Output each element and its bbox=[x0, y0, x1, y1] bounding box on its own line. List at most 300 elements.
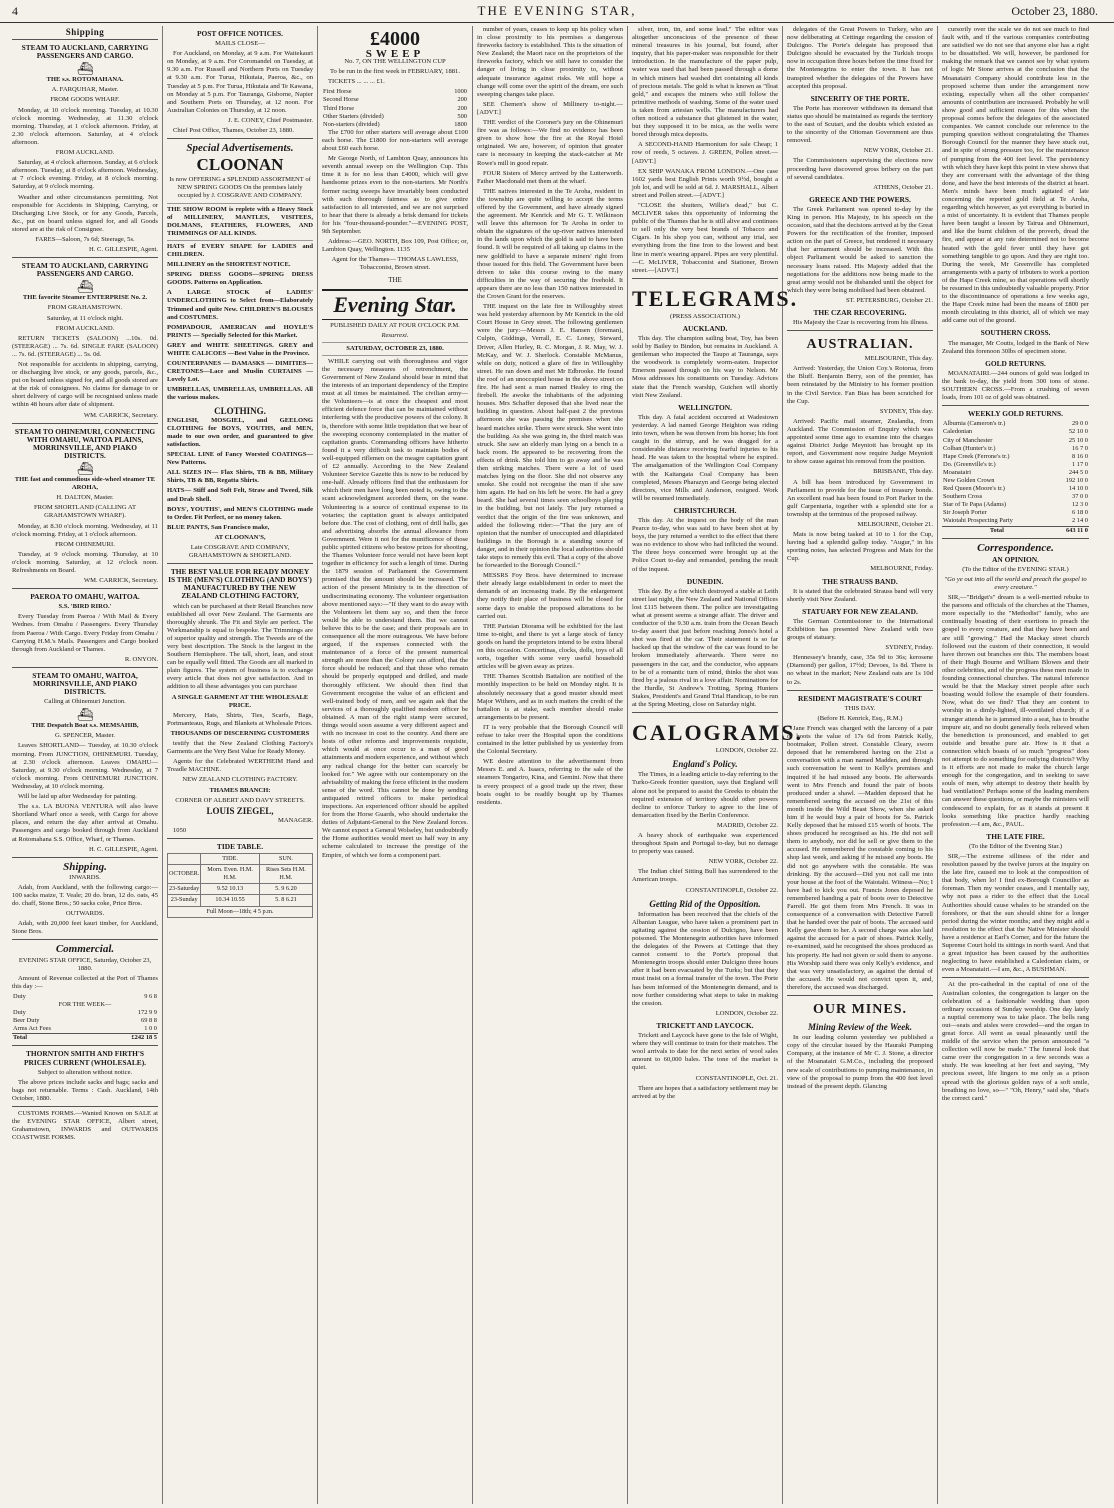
ad-text: CORNER OF ALBERT AND DAVY STREETS. bbox=[175, 796, 305, 804]
revenue-label: Duty bbox=[13, 992, 26, 1000]
cloonan-title: CLOONAN bbox=[196, 155, 284, 175]
article-text: silver, iron, tin, and some lead." The editor was altogether unconscious of the presence of these mineral treasures in his journal, but found, after inquiry, that his paper-maker was responsible for their introduction. In the manufacture of the paper pulp, water was used that had been passed through a dome in which miners had washed dirt containing all kinds of precious metals. The gold is what is known as "float gold," and escapes the miners who still follow the primitive methods of washing. Some of the water used is taken from artesian wells. The manufacturers had often noticed a substance that glistened in the water, but they supposed it to be mica, as the wells were bored through mica deposits. bbox=[632, 26, 778, 139]
city-heading: CHRISTCHURCH. bbox=[673, 505, 737, 515]
ad-agent: H. C. GILLESPIE, Agent. bbox=[88, 845, 158, 853]
masthead bbox=[0, 0, 1114, 23]
section-heading: Correspondence. bbox=[977, 541, 1054, 554]
sweep-subtitle: No. 7, ON THE WELLINGTON CUP bbox=[344, 58, 446, 66]
dateline: ATHENS, October 21. bbox=[873, 183, 933, 191]
dateline: SYDNEY, This day. bbox=[879, 407, 933, 415]
article-text: SEE Chemen's show of Millinery to-night.—[ADVT.] bbox=[477, 100, 623, 116]
article-text: number of years, ceases to keep up his policy when in close proximity to his premises a dangerous fireworks factory is established. This is the situation of New Zealand; the Maori race on the proprietors of the fireworks factory, which we still have to consider the danger of living in close proximity to, without adequate insurance against risks. We still hope a change will come over the spirit of the dream, ere such sweeping changes take place. bbox=[477, 26, 623, 98]
cable-text: The Porte has moreover withdrawn its demand that status quo should be maintained as regards the territory to the east of Scutari, and the doubts which existed as to the sincerity of the Ottoman Government are thus removed. bbox=[787, 104, 933, 145]
divider bbox=[12, 588, 158, 589]
table-row bbox=[942, 517, 1089, 526]
prize-label: Third Horse bbox=[323, 104, 355, 112]
sweep-text: The £700 for other starters will average about £100 each horse. The £1800 for non-starters will average about £60 each horse. bbox=[322, 128, 468, 153]
table-row bbox=[942, 501, 1089, 509]
divider bbox=[12, 257, 158, 258]
tide-title: TIDE TABLE. bbox=[216, 841, 264, 851]
divider bbox=[12, 857, 158, 858]
ad-ship: S.S. 'BIRD RIRO.' bbox=[58, 603, 112, 611]
subheading: EVENING STAR OFFICE, Saturday, October 23, 1880. bbox=[18, 956, 152, 972]
table-cell: Morn. Even. H.M. H.M. bbox=[201, 865, 260, 884]
post-office-date: Chief Post Office, Thames, October 23, 1880. bbox=[173, 127, 294, 135]
table-row bbox=[12, 993, 158, 1001]
revenue-value: 172 9 9 bbox=[137, 1009, 157, 1017]
section-heading: Shipping. bbox=[63, 860, 107, 873]
column-6 bbox=[783, 26, 938, 1504]
ad-title: STEAM TO AUCKLAND, CARRYING PASSENGERS AND CARGO. bbox=[21, 261, 149, 279]
ad-title: POST OFFICE NOTICES. bbox=[197, 29, 283, 38]
letter-heading: THE LATE FIRE. bbox=[986, 831, 1045, 841]
divider bbox=[787, 330, 933, 331]
ad-title: PAEROA TO OMAHU, WAITOA. bbox=[30, 592, 140, 602]
table-cell: 10.34 10.55 bbox=[201, 895, 260, 906]
cable-text: Hennessey's brandy, case, 35s 9d to 36s; kerosene (Diamond) per gallon, 17½d; Devoes, 1s 8d. There is no wheat in the market; New Zealand oats are 1s 10d to 2s. bbox=[787, 654, 933, 686]
mine-name: Alburnia (Cameron's tr.) bbox=[943, 420, 1006, 428]
table-row bbox=[942, 469, 1089, 477]
table-cell: 23-Saturday bbox=[168, 884, 201, 895]
column-1 bbox=[8, 26, 163, 1504]
letter-text: SIR,—The extreme silliness of the rider and resolution passed by the twelve jurors at the inquiry on the late fire, caused me to look at the composition of that body, when lo! I find ex-Borough Councillor as foreman. Then my wonder ceases, and I mentally say, why not pass a rider to the effect that the Local Authorities should cause whales to be stranded on the foreshore, or that the sun should shine for a longer period during the winter months; and they might add a resolution to the effect that the Native Minister should have a residence at Earl's Corner, and for the future the Supreme Court hold its sittings in north ward. And that a great injustice has been caused by the authorities neglecting to have established a Caledonian claim, or even a Moanatairi.—I am, &c., A BUSHMAN. bbox=[942, 853, 1089, 974]
prize-label: First Horse bbox=[323, 88, 352, 96]
telegram-text: This day. At the inquest on the body of the man Pearce to-day, who was said to have been shot at by boys, the jury returned a verdict to the effect that there was no evidence to show who had inflicted the wound. The three boys concerned were brought up at the Police Court to-day and remanded, pending the result of the inquest. bbox=[632, 516, 778, 573]
table-row bbox=[942, 437, 1089, 445]
list-item: UMBRELLAS, UMBRELLAS, UMBRELLAS. All the various makes. bbox=[167, 386, 313, 402]
letter-heading: AN OPINION. bbox=[992, 554, 1039, 564]
mine-name: Red Queen (Moore's tr.) bbox=[943, 485, 1005, 493]
issue-date: SATURDAY, OCTOBER 23, 1880. bbox=[346, 344, 444, 352]
cable-text: The German Commissioner to the International Exhibition has presented New Zealand with two groups of statuary. bbox=[787, 617, 933, 642]
story-heading: GREECE AND THE POWERS. bbox=[809, 194, 911, 204]
mining-text: In our leading column yesterday we published a copy of the circular issued by the Hauraki Pumping Company, at the instance of Mr C. J. Stone, a director of the Moanatairi G.M.Co., including the proposed new scale of contributions to pumping maintenance, in view of the proposal to pump from the 400 feet level instead of the present depth. Glancing bbox=[787, 1034, 933, 1090]
revenue-subhead: FOR THE WEEK— bbox=[58, 1001, 112, 1008]
cable-text: delegates of the Great Powers to Turkey, who are now deliberating at Cettinge regarding the cession of Dulcigno. The Porte's delegate has proposed that Dulcigno should be evacuated by the Turkish troops now in occupation three hours before the time fixed for the Montenegrins to enter the town. It has not transpired whether the delegates of the Powers have accepted this proposal. bbox=[787, 26, 933, 90]
table-cell: 5. 9 6.20 bbox=[259, 884, 312, 895]
divider bbox=[12, 1106, 158, 1107]
column-3 bbox=[318, 26, 473, 1504]
table-row bbox=[942, 445, 1089, 453]
city-heading: WELLINGTON. bbox=[678, 402, 732, 412]
dateline: CONSTANTINOPLE, Oct. 21. bbox=[695, 1074, 778, 1082]
article-text: IT is very probable that the Borough Council will refuse to take over the Hospital upon the conditions contained in the letter published by us yesterday from the Colonial Secretary. bbox=[477, 723, 623, 756]
story-heading: Mining Review of the Week. bbox=[808, 1022, 912, 1033]
divider bbox=[942, 405, 1089, 406]
ad-schedule: Leaves SHORTLAND— Tuesday, at 10.30 o'clock morning. From JUNCTION, OHINEMURI. Tuesday, at 2.30 o'clock afternoon. Leaves OMAHU— Saturday, at 9.30 o'clock morning. Wednesday, at 7 o'clock morning. From OHINEMURI JUNCTION. Wednesday, at 10 o'clock morning. bbox=[12, 742, 158, 790]
divider bbox=[167, 203, 313, 204]
prize-table bbox=[322, 88, 468, 128]
divider bbox=[787, 690, 933, 691]
mine-value: 25 10 0 bbox=[1068, 436, 1088, 444]
column-4 bbox=[473, 26, 628, 1504]
table-cell: Full Moon—18th; 4 5 p.m. bbox=[168, 906, 313, 917]
revenue-value: 9 6 8 bbox=[144, 992, 157, 1000]
mining-text: MOANATAIRI.—244 ounces of gold was lodged in the bank to-day, the yield from 300 tons of stone. SOUTHERN CROSS.—From a crushing of seven loads, from 101 oz of gold was obtained. bbox=[942, 369, 1089, 402]
sweep-text: Mr George North, of Lambton Quay, announces his seventh annual sweep on the Wellington Cup. This time it is for no less than £4000, which will give handsome prizes even to the non-starters. Mr North's former racing sweeps have invariably been conducted with such thorough fairness as to give entire satisfaction to all interested, and we are not surprised to hear that there is already a brisk demand for tickets for his "four-thousand-pounder."—EVENING POST, 9th September. bbox=[322, 155, 468, 235]
list-item: BOYS', YOUTHS', and MEN'S CLOTHING made to Order. Fit Perfect, or no money taken. bbox=[167, 505, 313, 521]
table-row bbox=[12, 1034, 158, 1043]
cable-text: The Indian chief Sitting Bull has surrendered to the American troops. bbox=[632, 868, 778, 884]
telegrams-heading: TELEGRAMS. bbox=[632, 285, 799, 311]
sweep-address: Address:—GEO. NORTH, Box 109, Post Office; or, Lambton Quay, Wellington. 1135 bbox=[322, 238, 468, 254]
ad-note: Will be laid up after Wednesday for painting. bbox=[18, 793, 137, 801]
cable-text: His Majesty the Czar is recovering from his illness. bbox=[793, 319, 929, 327]
subheading: THIS DAY. bbox=[844, 704, 876, 712]
divider bbox=[942, 538, 1089, 539]
ad-ship: THE s.s. ROTOMAHANA. bbox=[46, 76, 124, 84]
prize-value: 500 bbox=[457, 112, 467, 120]
cable-text: Information has been received that the chiefs of the Albanian League, who have taken a prominent part in agitating against the cession of Dulcigno, have been poisoned. The Montenegrin authorities have informed the delegates of the Powers at Cettinge that they cannot consent to the Porte's proposal that Montenegrin troops should enter Dulcigno three hours after it had been evacuated by the Turks; but that they must insist on a formal transfer of the town. The Porte has been informed of the Montenegrin demand, and is now further considering what steps to take in making the cession. bbox=[632, 910, 778, 1007]
divider bbox=[942, 977, 1089, 978]
prize-label: Other Starters (divided) bbox=[323, 112, 384, 120]
press-note: (PRESS ASSOCIATION.) bbox=[670, 312, 740, 320]
divider bbox=[12, 939, 158, 940]
article-text: A SECOND-HAND Harmonium for sale Cheap; 1 row of reeds, 5 octaves. J. GREEN, Pollen street.—[ADVT.] bbox=[632, 141, 778, 165]
sweep-amount: £4000 bbox=[370, 28, 420, 50]
newspaper-title: THE EVENING STAR, bbox=[477, 3, 637, 18]
mine-value: 12 3 0 bbox=[1072, 501, 1088, 509]
ad-text: THOUSANDS OF DISCERNING CUSTOMERS bbox=[170, 729, 310, 737]
total-value: 643 11 0 bbox=[1065, 526, 1088, 534]
mine-name: City of Manchester bbox=[943, 436, 993, 444]
article-text: THE natives interested in the Te Aroha, resident in the township are quite willing to accept the terms offered by the Government, and have already signed the agreement. Mr Kenrick and Mr G. T. Wilkinson will leave this afternoon for Te Aroha in order to obtain the signatures of the up-river natives interested in the lands upon which the gold is said to have been found. It will be required of all taking up claims in the new goldfield to have a separate miners' right from those issued for this field. The Government have been driven to take this course owing to the many difficulties in the way of securing the freehold. It appears there are no less than 150 natives interested in the Crown Grant for the reserves. bbox=[477, 187, 623, 300]
table-row bbox=[12, 1009, 158, 1017]
list-item: SPECIAL LINE of Fancy Worsted COATINGS—New Patterns. bbox=[167, 451, 313, 467]
article-text: THE Thames Scottish Battalion are notified of the monthly inspection to be held on Monday night. It is absolutely necessary that a good muster should meet Major Withers, and as in such matters the credit of the battalion is at stake, each member should make arrangements to be present. bbox=[477, 673, 623, 721]
ad-title: STEAM TO OHINEMURI, CONNECTING WITH OMAHU, WAITOA PLAINS, MORRINSVILLE, AND PIAKO DISTRICTS. bbox=[14, 426, 156, 460]
subheading: (Before H. Kenrick, Esq., R.M.) bbox=[817, 714, 903, 722]
dateline: MADRID, October 22. bbox=[716, 821, 778, 829]
mine-value: 6 18 0 bbox=[1072, 509, 1088, 517]
ad-from: FROM GRAHAMSTOWN. bbox=[47, 304, 123, 312]
city-heading: AUCKLAND. bbox=[682, 323, 728, 333]
ad-from: FROM AUCKLAND. bbox=[55, 149, 115, 157]
ad-text: AT CLOONAN'S, bbox=[214, 533, 266, 541]
list-item: SPRING DRESS GOODS—SPRING DRESS GOODS. Patterns on Application. bbox=[167, 271, 313, 287]
table-cell: TIDE. bbox=[201, 854, 260, 865]
divider bbox=[167, 138, 313, 139]
prize-value: 200 bbox=[457, 96, 467, 104]
story-heading: SOUTHERN CROSS. bbox=[980, 328, 1051, 338]
cable-text: Arrived: Pacific mail steamer, Zealandia, from Auckland. The Commission of Enquiry which was appointed some time ago to examine into the charges against District Judge Meyniott has brought up its report, and Government now require Judge Meyniott to show cause against his removal from the position. bbox=[787, 417, 933, 466]
revenue-label: Beer Duty bbox=[13, 1017, 40, 1025]
columns bbox=[8, 26, 1106, 1504]
divider bbox=[12, 39, 158, 40]
cable-text: Mats is now being tasked at 10 to 1 for the Cup, having had a splendid gallop today. "Augur," in his sporting notes, has selected Progress and Mats for the Cup. bbox=[787, 531, 933, 563]
divider bbox=[12, 667, 158, 668]
dateline: LONDON, October 22. bbox=[715, 747, 778, 755]
list-item: HATS— Stiff and Soft Felt, Straw and Tweed, Silk and Drab Shell. bbox=[167, 487, 313, 503]
table-row bbox=[942, 453, 1089, 461]
ad-text: Late COSGRAVE AND COMPANY, GRAHAMSTOWN & SHORTLAND. bbox=[188, 543, 292, 560]
ad-ship: THE favorite Steamer ENTERPRISE No. 2. bbox=[22, 294, 148, 302]
editorial-text: WHILE carrying out with thoroughness and vigor the necessary measures of retrenchment, the Government of New Zealand should bear in mind that the interests of an important dependency of the Empire must at all times be maintained. The civilian army—the Volunteers—is at once the cheapest and most efficient defence force that can be maintained without interfering with the productive powers of the colony. It is, therefore with some little trepidation that we hear of the sweeping economy contemplated in the matter of capitation grants. Commanding officers have hitherto found it a very difficult task to maintain bodies of well-equipped riflemen on the meagre capitation grant of £2 annually. According to the New Zealand Volunteer Service Gazette this is now to be reduced by one-half. Already officers find that the enthusiasm for which their men have long been noted is, owing to the scant acknowledgment accorded them, on the wane. Volunteering is a source of continual expense to its votaries; the capitation grant is always anticipated before due. The cost of clothing, rent of drill halls, gas and advertising absorbs the annual allowance from Government. Were it not for the munificence of those public spirited citizens who bestow prizes for shooting, the Thames Volunteer force would not have been kept together in efficiency for such a length of time. During the 1879 session of Parliament the Government promised that the amount should be increased. The action of the present Ministry is in the direction of undiscriminating economy. The volunteer organisation above mentioned says:—"If they want to do away with the Volunteers let them say so, and then the force would be able to understand them. But we cannot believe this to be the case; and their proposals are in consequence all the more outrageous. We have before argued, if the expenses connected with the maintenance of a force of the present numerical strength are more than the Colony can afford, that the force should be reduced; and that those who remain should be properly equipped and drilled, and made thoroughly efficient. We should then find that Government recognise the value of an efficient and well-trained body of men, and we again ask that the services of a thoroughly qualified modern officer be obtained. A man of the right stamp were secured, things would soon assume a very different aspect and with no increase in cost to the country. And there are hosts of other reforms and improvements requisite, which would at once occur to a man of good attainments and modern experience, and without which any radical change for the better can scarcely be looked for." We agree with our contemporary on the advisability of making the force efficient in the modern sense of the word. This cannot be done by sending antiquated retired officers to make periodical inspections. An experienced officer should be applied for from the Horse Guards, who should undertake the duties of Adjutant-General to the New Zealand forces. We cannot expect a General Wolseley, but undoubtedly the Home authorities would meet us half way in any scheme calculated to increase the prestige of the Empire, of which we form a component part. bbox=[322, 357, 468, 859]
ad-text: LOUIS ZIEGEL, bbox=[206, 805, 274, 816]
sweep-tickets: TICKETS ... ... ... £1. bbox=[328, 78, 385, 86]
story-heading: Getting Rid of the Opposition. bbox=[649, 898, 761, 909]
ad-title: STEAM TO OMAHU, WAITOA, MORRINSVILLE, AND PIAKO DISTRICTS. bbox=[32, 670, 138, 697]
story-heading: RESIDENT MAGISTRATE'S COURT bbox=[798, 693, 922, 703]
ad-subtitle: Subject to alteration without notice. bbox=[37, 1068, 133, 1076]
list-item: A LARGE STOCK of LADIES' UNDERCLOTHING to Select from—Elaborately Trimmed and quite New. CHILDREN'S BLOUSES and COSTUMES. bbox=[167, 289, 313, 321]
table-row bbox=[168, 906, 313, 917]
dateline: ST. PETERSBURG, October 21. bbox=[845, 296, 933, 304]
cable-text: There are hopes that a satisfactory settlement may be arrived at by the bbox=[632, 1084, 778, 1100]
post-office-text: For Auckland, on Monday, at 9 a.m. For Waitekauri on Monday, at 9 a.m. For Coromandel on Tuesday, at 9.30 a.m. For Russell and Northern Ports on Tuesday at 9.30 a.m. For Turua, Hikutaia, Paeroa, &c., on Tuesday at 5 p.m. For Turua, Hikutaia and Te Kawana, on Monday at 5 p.m. For Tauranga, Gisborne, Napier and Southern Ports on Thursday, at 12 noon. For Australian Colonies on Thursday, at 12 noon. bbox=[167, 50, 313, 114]
article-text: FOUR Sisters of Mercy arrived by the Lutterworth. Father Macdonald met them at the wharf. bbox=[477, 169, 623, 185]
mine-name: Do. (Greenville's tr.) bbox=[943, 460, 996, 468]
mining-text: The manager, Mr Coutts, lodged in the Bank of New Zealand this forenoon 30lbs of specimen stone. bbox=[942, 339, 1089, 355]
commercial-text: Amount of Revenue collected at the Port of Thames this day :— bbox=[12, 974, 158, 990]
published-note: PUBLISHED DAILY AT FOUR O'CLOCK P.M. bbox=[330, 321, 460, 329]
cable-text: A heavy shock of earthquake was experienced throughout Spain and Portugal to-day, but no damage to property was caused. bbox=[632, 831, 778, 856]
ad-text: Is now OFFERING a SPLENDID ASSORTMENT of NEW SPRING GOODS On the premises lately occupied by J. COSGRAVE AND COMPANY. bbox=[169, 176, 311, 200]
telegram-text: This day. By a fire which destroyed a stable at Leith street last night, the New Zealand and National Offices lost £115 between them. The police are investigating what at present seems a strange affair. The driver and conductor of the 9.30 a.m. train from the Ocean Beach to-day assert that just before reaching Jones's hotel a shot was fired at the car. Their statement is so far backed up that the window of the car was found to be broken immediately afterwards. There were no passengers in the car, and the conductor, who appears to be of a romantic turn of mind, thinks the shot was fired by a jealous rival in a love affair. Nominations for the Hurdle, St Andrew's Trotting, Spring Hunters Stakes, President's and Grand Trial Handicap, to be run at the Spring Meeting, close on Saturday night. bbox=[632, 587, 778, 709]
ad-schedule: Tuesday, at 9 o'clock morning. Thursday, at 10 o'clock morning. Saturday, at 12 o'clock noon. Refreshments on Board. bbox=[12, 550, 158, 574]
table-cell: SUN. bbox=[259, 854, 312, 865]
table-row bbox=[942, 493, 1089, 501]
court-text: Jane French was charged with the larceny of a pair of boots the value of 17s 6d from Patrick Kelly, bootmaker, Pollen street. Constable Cleary, sworn deposed that he remembered having on the 21st a conversation with a man named Madden, and through such conversation he went to Kelly's premises and inquired if he had missed any boots. He afterwards went to Mrs French and found the pair of boots produced under a shawl. —Madden deposed that he remembered seeing the accused on the 21st of this month inside the Wild Beast Show, when she asked him if he would buy a pair of boots for 5s. Patrick Kelly deposed that he missed £15 worth of boots. The shoes produced he recognised as his. He did not sell them to anybody, nor did he sell or give them to the accused. He remembered the constable coming to his shop last week, and asking if he missed any boots. He did not go anywhere with the constable. He was drinking. By the accused—Did you not call me into your house at the foot of the Waiotahi. Witness—No; I have had to kick you out. Francis Jones deposed he remembered handing a pair of boots over to Detective Farrell. He got them from Mrs French. It was in consequence of a conversation with Detective Farrell that he handed over the pair of boots. The accused said Kelly gave them to her. A second charge was also laid against the accused for a pair of shoes. Patrick Kelly, re-examined, said he recognised the shoes produced as his property. He had not given or sold them to anyone. His Worship said there was only Kelly's evidence, and that was very unsatisfactory, as against the denial of the accused. He would not convict upon it, and, therefore, the accused was discharged. bbox=[787, 724, 933, 991]
ad-text: which can be purchased at their Retail Branches now established all over New Zealand. The Garments are thoroughly shrunk. The Fit and Style are perfect. The Workmanship is equal to bespoke. The Trimmings are of superior quality and strength. The Tweeds are of the very best description. The Stock is the largest in the Southern Hemisphere. The tall, short, lean, and stout can be equally well fitted. The Goods are all marked in plain figures. The system of business is to exchange every article that does not give satisfaction. And in addition to all these advantages you can purchase bbox=[167, 602, 313, 691]
table-row bbox=[168, 854, 313, 865]
ad-schedule: Saturday, at 11 o'clock night. bbox=[46, 314, 124, 322]
ad-secretary: WM. CARRICK, Secretary. bbox=[83, 411, 158, 419]
cable-text: The Times, in a leading article to-day referring to the Turko-Greek frontier question, says that England will alone not be prepared to assist the Greeks to obtain the required extension of territory should other powers decline to enforce Turkey to agree to the line of demarcation fixed by the Berlin Conference. bbox=[632, 771, 778, 819]
ad-text: CUSTOMS FORMS.—Wanted Known on SALE at the EVENING STAR OFFICE, Albert street, Grahamstown, INWARDS and OUTWARDS COASTWISE FORMS. bbox=[12, 1110, 158, 1142]
mine-value: 52 10 0 bbox=[1068, 428, 1088, 436]
ship-icon: ⛴ bbox=[76, 461, 94, 477]
divider bbox=[787, 995, 933, 996]
table-cell: 23-Sunday bbox=[168, 895, 201, 906]
sweep-title: SWEEP bbox=[365, 48, 425, 60]
ad-text: testify that the New Zealand Clothing Factory's Garments are the Very Best Value for Ready Money. bbox=[167, 740, 313, 756]
letter-to: (To the Editor of the EVENING STAR.) bbox=[962, 565, 1069, 573]
ad-note: Not responsible for accidents in shipping, carrying, or discharging live stock, or any goods, parcels, &c., put on board unless signed for, and all goods stored are at the risk of consignees. No claims for damage to or short delivery of cargo will be recognised unless made within 48 hours after date of shipment. bbox=[12, 361, 158, 409]
dateline: NEW YORK, October 22. bbox=[708, 858, 778, 866]
subheading: CLOTHING. bbox=[214, 405, 266, 416]
mines-heading: OUR MINES. bbox=[812, 1002, 907, 1018]
mine-name: Waiotahi Prospecting Party bbox=[943, 517, 1013, 525]
ad-fares: FARES—Saloon, 7s 6d; Steerage, 5s. bbox=[35, 235, 135, 243]
mining-text: cursorily over the scale we do not see much to find fault with, and if the various companies contributing are satisfied we do not see that anyone else has a right to be dissatisfied. We will, however, be pardoned for making the remark that we cannot see by what system of logic Mr Stone arrives at the conclusion that the Moanatairi Company should contribute less in the proposed scheme than under the arrangement now existing, especially when all the other companies' amounts of contribution are increased. Probably he will show good and sufficient reason for this when the proposal comes before the delegates of the associated companies. We cannot conclude our reference to the pumping question without congratulating the Thames Borough Council for the manner they have stuck out, and in spite of strong pressure too, for the maintenance of pumping from the 400 feet level. The persistency with which they have kept this point in view shows that they are conversant with the advantage of the thing done, and have the best interests of the district at heart. Men's minds have been much agitated of late concerning the reported gold field at Te Aroha, regarding which however, as yet everything is buried in a mist of uncertainty. It is evident that Thames people have been taught a lesson by Tairua and Ohinemuri, and like the burnt children of the proverb, dread the fire, and appear at any rate determined not to become heated with the gold fever until they have got something tangible to go upon. And they are right too. During the week, Mr Greenville has completed arrangements with a party of tributers to work a portion of the Hape Creek mine, so that operations will shortly be resumed in this undoubtedly valuable property. Prior to the discontinuance of operations a few weeks ago, the Hape Creek mine had been the means of £800 per month circulating in this district, all of which we may add came out of the ground. bbox=[942, 26, 1089, 325]
australian-heading: AUSTRALIAN. bbox=[806, 337, 914, 353]
article-text: THE inquest on the late fire in Willoughby street was held yesterday afternoon by Mr Kenrick in the old Court House in Grey street. The following gentlemen were the jury:—Messrs J. E. Hansen (foreman), Culpin, Giddings, Verrall, E. C. Loney, Steward, Driver, Allen Hurley, R. C. Morgan, J. R. May, W. J. McKay, and W. J. Sherlock. Constable McManus, while on duty, noticed a glare of fire in Willoughby street. He ran down and met Mr Edbrooke. He found the roof of an unoccupied house in the above street on fire. He had sent a man named Healey to ring the firebell. He awoke the inhabitants of the adjoining houses. Mrs Schaffer deposed that she lived near the building in question. About half-past 2 the previous afternoon she was passing the premises when she heard matches strike. There were struck. She went into the building. As she was going in, the third match was struck. She saw an elderly man lying on a bench in a back room. He appeared to be recovering from the effects of drink. She told him to go away and he was then striking matches. There were a lot of used matches lying on the floor. She did not observe any smoke. She could not recognise the man if she saw him again. He had on his left he wore. He had a grey beard. She had several times seen schoolboys playing in the building, but not lately. The jury returned a verdict that the origin of the fire was unknown, and added the following rider:—"That the jury are of opinion that the number of unoccupied and dilapidated buildings in the Borough is a standing source of danger, and in their opinion the local authorities should take steps to remedy this evil. That a copy of the above be forwarded to the Borough Council." bbox=[477, 303, 623, 570]
divider bbox=[167, 563, 313, 564]
cable-text: A bill has been introduced by Government in Parliament to provide for the issue of treasury bonds. An excellent road has been found to Port Parker in the gulf Carpentaria, together with a splendid site for a township at the terminus of the proposed railway. bbox=[787, 478, 933, 518]
sweep-agent: Agent for the Thames— THOMAS LAWLESS, Tobacconist, Brown street. bbox=[331, 256, 459, 272]
dateline: MELBOURNE, This day. bbox=[864, 355, 933, 363]
section-heading: Special Advertisements. bbox=[186, 142, 294, 155]
ad-from: FROM SHORTLAND (CALLING AT GRAHAMSTOWN WHARF). bbox=[34, 504, 136, 520]
ad-schedule: Saturday, at 4 o'clock afternoon. Sunday, at 6 o'clock afternoon. Tuesday, at 8 o'clock afternoon. Wednesday, at 7 o'clock evening. Friday, at 8 o'clock morning. Saturday, at 9 o'clock morning. bbox=[12, 159, 158, 191]
gold-returns-table bbox=[942, 420, 1089, 534]
ad-master: H. DALTON, Master. bbox=[56, 494, 114, 502]
ad-text: THE SHOW ROOM is replete with a Heavy Stock of MILLINERY, MANTLES, VISITEES, DOLMANS, FEATHERS, FLOWERS, AND TRIMMINGS OF ALL KINDS. bbox=[167, 205, 313, 237]
mine-name: Moanatairi bbox=[943, 468, 972, 476]
table-row bbox=[322, 113, 468, 121]
cable-text: The Commissioners supervising the elections now proceeding have discovered gross bribery on the part of several candidates. bbox=[787, 157, 933, 181]
ad-schedule: Monday, at 10 o'clock morning. Tuesday, at 10.30 o'clock morning. Wednesday, at 11.30 o'clock morning. Thursday, at 1 o'clock afternoon. Friday, at 2.30 o'clock afternoon. Saturday, at 4 o'clock afternoon. bbox=[12, 106, 158, 146]
total-label: Total bbox=[989, 526, 1004, 534]
page-number: 4 bbox=[12, 4, 18, 18]
letter-quote: "Go ye out into all the world and preach the gospel to every creature." bbox=[944, 575, 1087, 591]
table-row bbox=[942, 461, 1089, 469]
table-row bbox=[942, 509, 1089, 517]
ad-text: THAMES BRANCH: bbox=[209, 786, 271, 794]
table-row bbox=[12, 1017, 158, 1025]
revenue-table bbox=[12, 993, 158, 1043]
section-heading: Shipping bbox=[65, 27, 105, 37]
mine-value: 244 5 0 bbox=[1068, 468, 1088, 476]
sweep-subtitle: To be run in the first week in FEBRUARY, 1881. bbox=[329, 68, 460, 76]
ad-from: FROM GOODS WHARF. bbox=[50, 96, 120, 104]
article-text: At the pro-cathedral in the capital of one of the Australian colonies, the congregation is larger on the celebration of a fashionable wedding than upon ordinary occasions of Sunday worship. One day lately a nuptial ceremony was to take place. The bells rang out—seats and aisles were crowded—and the organ in great force. All went as usual pleasantly until the middle of the service when the person announced "a collection will now be made." The funeral look that came over the congregation in a few seconds was a study. He was kneeling at her feet and saying, "My precious sweet, life lingers to me only as a prison spread with the glorious golden rays of a soft smile, breathing no love, so—" "Oh, Henry," said she, "that's the correct card." bbox=[942, 981, 1089, 1102]
story-heading: STATUARY FOR NEW ZEALAND. bbox=[802, 606, 918, 616]
ad-text: Every Tuesday from Paeroa / With Mail & Every Wednes. from Omahu / Passengers. Every Thursday from Paeroa / With Cargo. Every Friday from Omahu / Carrying H.M.'s Mails. Passengers and Cargo booked through from Auckland or Thames. bbox=[12, 613, 158, 653]
dateline: NEW YORK, October 21. bbox=[863, 147, 933, 155]
dateline: MELBOURNE, October 21. bbox=[857, 520, 933, 528]
revenue-label: Duty bbox=[13, 1009, 26, 1017]
ad-from: FROM AUCKLAND. bbox=[55, 324, 115, 332]
column-7 bbox=[938, 26, 1093, 1504]
the-label: THE bbox=[388, 276, 402, 285]
list-item: GREY and WHITE SHEETINGS. GREY and WHITE CALICOES —Best Value in the Province. bbox=[167, 341, 313, 357]
divider bbox=[632, 278, 778, 279]
table-row bbox=[942, 485, 1089, 493]
ad-subtitle: Calling at Ohinemuri Junction. bbox=[44, 698, 126, 706]
mine-name: Southern Cross bbox=[943, 493, 983, 501]
dateline: BRISBANE, This day. bbox=[873, 468, 933, 476]
cable-text: The Greek Parliament was opened to-day by the King in person. His Majesty, in his speech on the occasion, said that the decisions arrived at by the Great Powers for the rectification of the frontier, imposed action on the part of Greece, but rendered it necessary that her armament should be increased. With this object Parliament would be asked to sanction the necessary loans raised. His Majesty added that the negotiations for the additions now being made to the great army would not be disbanded until the object for which they were being mobilised had been obtained. bbox=[787, 205, 933, 294]
table-cell: 5. 8 6.21 bbox=[259, 895, 312, 906]
list-item: COUNTERPANES — DAMASKS — DIMITIES—CRETONES—Lace and Muslin CURTAINS —Lovely Lot. bbox=[167, 360, 313, 384]
table-cell: Rises Sets H.M. H.M. bbox=[259, 865, 312, 884]
table-row bbox=[12, 1025, 158, 1034]
table-cell: OCTOBER. bbox=[168, 865, 201, 884]
article-text: MESSRS Foy Bros. have determined to increase their already large establishment in order to meet the demands of an increasing trade. By the enlargement they notify their place of business will be closed for some days to enable the proposed alterations to be carried out. bbox=[477, 572, 623, 620]
shipping-text: Adah, with 20,000 feet kauri timber, for Auckland, Stone Bros. bbox=[12, 920, 158, 936]
ad-text: MANAGER. bbox=[278, 816, 313, 824]
story-heading: GOLD RETURNS. bbox=[985, 358, 1046, 368]
ad-master: G. SPENCER, Master. bbox=[55, 732, 115, 740]
ship-icon: ⛴ bbox=[76, 61, 94, 77]
ad-title: STEAM TO AUCKLAND, CARRYING PASSENGERS AND CARGO. bbox=[21, 43, 149, 61]
ship-icon: ⛴ bbox=[76, 707, 94, 723]
revenue-total-label: Total bbox=[13, 1034, 27, 1042]
ad-fares: RETURN TICKETS (SALOON) ...10s. 0d. (STEERAGE) ... 7s. 6d. SINGLE FARE (SALOON) ... 7s. 6d. (STEERAGE) ... 5s. 0d. bbox=[12, 334, 158, 358]
mine-name: Star of Te Papa (Adams) bbox=[943, 501, 1006, 509]
mine-value: 16 7 0 bbox=[1072, 444, 1088, 452]
ad-agent: H. C. GILLESPIE, Agent. bbox=[88, 246, 158, 254]
mine-value: 192 10 0 bbox=[1065, 476, 1088, 484]
city-heading: DUNEDIN. bbox=[686, 576, 724, 586]
mine-value: 1 17 0 bbox=[1072, 460, 1088, 468]
table-row bbox=[942, 477, 1089, 485]
post-office-sign: J. E. CONEY, Chief Postmaster. bbox=[228, 116, 313, 124]
table-row bbox=[168, 865, 313, 884]
mine-value: 14 10 0 bbox=[1068, 485, 1088, 493]
mine-value: 2 14 0 bbox=[1072, 517, 1088, 525]
subheading: INWARDS. bbox=[69, 873, 101, 881]
ad-secretary: WM. CARRICK, Secretary. bbox=[83, 577, 158, 585]
ad-number: 1050 bbox=[173, 826, 187, 834]
story-heading: WEEKLY GOLD RETURNS. bbox=[968, 409, 1063, 419]
mine-name: Sir Joseph Porter bbox=[943, 509, 987, 517]
ad-text: A SINGLE GARMENT AT THE WHOLESALE PRICE. bbox=[171, 693, 309, 709]
subheading: OUTWARDS. bbox=[65, 910, 105, 918]
article-text: THE verdict of the Coroner's jury on the Ohinemuri fire was as follows:—We find no evidence has been given to show how the fire at the Royal Hotel originated. We are, however, of opinion that greater care is necessary in keeping the stack-catcher at Mr Rowe's mill in good repair. bbox=[477, 119, 623, 167]
motto: Resurrexi. bbox=[381, 331, 409, 339]
table-row bbox=[322, 88, 468, 96]
table-row bbox=[942, 526, 1089, 535]
telegram-text: This day. A fatal accident occurred at Wadestown yesterday. A lad named George Heighton was riding into town, when he was thrown from his horse; his foot caught in the stirrup, and he was dragged for a considerable distance receiving fearful injuries to his head. He was taken to the hospital where he expired. The amalgamation of the Wellington Coal Company with the Kaitangata Coal Company has been completed, Messrs Pharazyn and George being elected directors, vice Mills and Anderson, resigned. Work will be resumed immediately. bbox=[632, 413, 778, 502]
list-item: MILLINERY on the SHORTEST NOTICE. bbox=[167, 261, 291, 269]
table-row bbox=[322, 96, 468, 104]
revenue-value: 1 0 0 bbox=[144, 1025, 157, 1033]
ship-icon: ⛴ bbox=[76, 279, 94, 295]
story-heading: TRICKETT AND LAYCOCK. bbox=[656, 1020, 754, 1030]
mine-name: New Golden Crown bbox=[943, 476, 995, 484]
mine-value: 29 0 0 bbox=[1072, 420, 1088, 428]
story-heading: THE STRAUSS BAND. bbox=[822, 576, 898, 586]
ad-ship: THE Despatch Boat s.s. MEMSAHIB, bbox=[31, 722, 139, 730]
letter-text: SIR,—"Bridget's" dream is a well-merited rebuke to the parsons and officials of the churches at the Thames, more especially to the "Methodist" family, who are continually boasting of their exertions to preach the gospel to every creature, and that they have been and are still "growing." Had the Mackay street church followed out the custom of their connection, it would have thrown out branches ere this. The members boast of their Hugh Bourne and William Blowes and their other celebrities, and of the progress these men made in founding connectional churches. The natural inference would be that the Mackay street people after such boasting would follow the example of their founders. Now, what do we find? That they are content to worship in a dimly-lighted, ill-ventilated church; if a stranger attends he is jammed into a seat, has to breathe impure air, and no doubt generally feels relieved when the benediction is pronounced, and enabled to get outside and breathe pure air. How is it that a connection which boasts of so much "progress" does not attempt to do something for outlying districts? Why is it efforts are not made to make the church large enough for the congregation, and in seeking to save souls of men, why attempt to destroy their health by bad ventilation? Perhaps some of the leading members can answer these questions, or maybe the ministers will condescend to explain, for as it stands at present it looks something like practice hardly reaching profession.—I am, &c., PAUL. bbox=[942, 594, 1089, 828]
prize-label: Non-starters (divided) bbox=[323, 120, 380, 128]
article-text: EX SHIP WANAKA FROM LONDON.—One case 1602 yards best English Prints worth 9½d, bought a job lot, and will be sold at 6d. J. MARSHALL, Albert street and Pollen street.—[ADVT.] bbox=[632, 167, 778, 199]
table-row bbox=[168, 884, 313, 895]
table-row bbox=[322, 121, 468, 129]
telegram-text: This day. The champion sailing boat, Toy, has been sold by Bailey to Bindon, but remains in Auckland. A gentleman who inspected the Taupo at Tauranga, says the woodwork is completely worm-eaten. Inspector Emerson passed through on his way to Nelson. Mr Moss addresses his constituents on Tuesday. Advices state that the French warship, Guichen will shortly visit New Zealand. bbox=[632, 335, 778, 399]
divider bbox=[322, 342, 468, 343]
divider bbox=[167, 240, 313, 241]
ad-note: The above prices include sacks and bags; sacks and bags not returnable. Terms : Cash. Auckland, 14th October, 1880. bbox=[12, 1078, 158, 1102]
table-row bbox=[942, 428, 1089, 436]
revenue-label: Arms Act Fees bbox=[13, 1025, 51, 1033]
table-row bbox=[12, 1001, 158, 1009]
ad-title: THORNTON SMITH AND FIRTH'S PRICES CURRENT (WHOLESALE). bbox=[23, 1049, 147, 1067]
article-text: "CLOSE the shutters, Willie's dead," but C. MCLIVER takes this opportunity of informing the public of the Thames that he is still alive and continues to sell only the very best brands of Tobacco and Cigars. In his shop you can, without any trial, see everything from the fine Iron to the lowest and best line in men's wearing apparel. Pipes are very plentiful.—C. McLIVER, Tobacconist and Stationer, Brown street.—[ADVT.] bbox=[632, 201, 778, 274]
ad-text: Agents for the Celebrated WERTHEIM Hand and Treadle MACHINE. bbox=[167, 758, 313, 774]
ad-text: The s.s. LA BUONA VENTURA will also leave Shortland Wharf once a week, with Cargo for above places, and return the day after arrival at Omahu. Passengers and cargo booked through from Auckland at Rotomahana S.S. Office, Wharf, or Thames. bbox=[12, 803, 158, 843]
column-5 bbox=[628, 26, 803, 1504]
ad-note: Weather and other circumstances permitting. Not responsible for Accidents in Shipping, Carrying, or Discharging Live Stock, or for any Goods, Parcels, &c., put on board unless signed for, and all Goods stored are at the risk of Consignee. bbox=[12, 193, 158, 233]
divider bbox=[167, 838, 313, 839]
shipping-text: Adah, from Auckland, with the following cargo:—100 sacks maize, T. Veale; 20 do. bran, 12 do. oats, 45 do. chaff, Stone Bros.; 50 sacks coke, Price Bros. bbox=[12, 883, 158, 908]
revenue-value: 69 8 8 bbox=[141, 1017, 157, 1025]
mine-name: Hape Creek (Ferrone's tr.) bbox=[943, 452, 1010, 460]
ad-schedule: Monday, at 8.30 o'clock morning. Wednesday, at 11 o'clock morning. Friday, at 1 o'clock afternoon. bbox=[12, 522, 158, 538]
list-item: POMPADOUR, AMERICAN and HOYLE'S PRINTS — Specially Selected for this Market. bbox=[167, 323, 313, 339]
cable-text: Trickett and Laycock have gone to the Isle of Wight, where they will continue to train for their matches. The wool arrivals to date for the next series of wool sales amount to 60,000 bales. The tone of the market is quiet. bbox=[632, 1032, 778, 1072]
mine-name: Colban (Hunter's tr.) bbox=[943, 444, 996, 452]
list-item: BLUE PANTS, San Francisco make, bbox=[167, 523, 270, 531]
evening-star-title: Evening Star. bbox=[322, 289, 468, 320]
dateline: LONDON, October 22. bbox=[715, 1009, 778, 1017]
table-row bbox=[322, 105, 468, 113]
mine-value: 8 16 0 bbox=[1072, 452, 1088, 460]
divider bbox=[12, 423, 158, 424]
calograms-heading: CALOGRAMS. bbox=[632, 720, 803, 746]
letter-to: (To the Editor of the Evening Star.) bbox=[968, 842, 1063, 850]
section-heading: Commercial. bbox=[55, 943, 115, 956]
mine-value: 37 0 0 bbox=[1072, 493, 1088, 501]
divider bbox=[632, 712, 778, 713]
ad-text: NEW ZEALAND CLOTHING FACTORY. bbox=[182, 776, 298, 784]
prize-value: 1000 bbox=[454, 88, 467, 96]
list-item: ENGLISH, MOSGIEL, and GEELONG CLOTHING for BOYS, YOUTHS, and MEN, made to our own order, and guaranteed to give satisfaction. bbox=[167, 416, 313, 448]
ad-title: THE BEST VALUE FOR READY MONEY IS THE (MEN'S) CLOTHING (AND BOYS') MANUFACTURED BY THE NEW ZEALAND CLOTHING FACTORY, bbox=[168, 567, 312, 601]
